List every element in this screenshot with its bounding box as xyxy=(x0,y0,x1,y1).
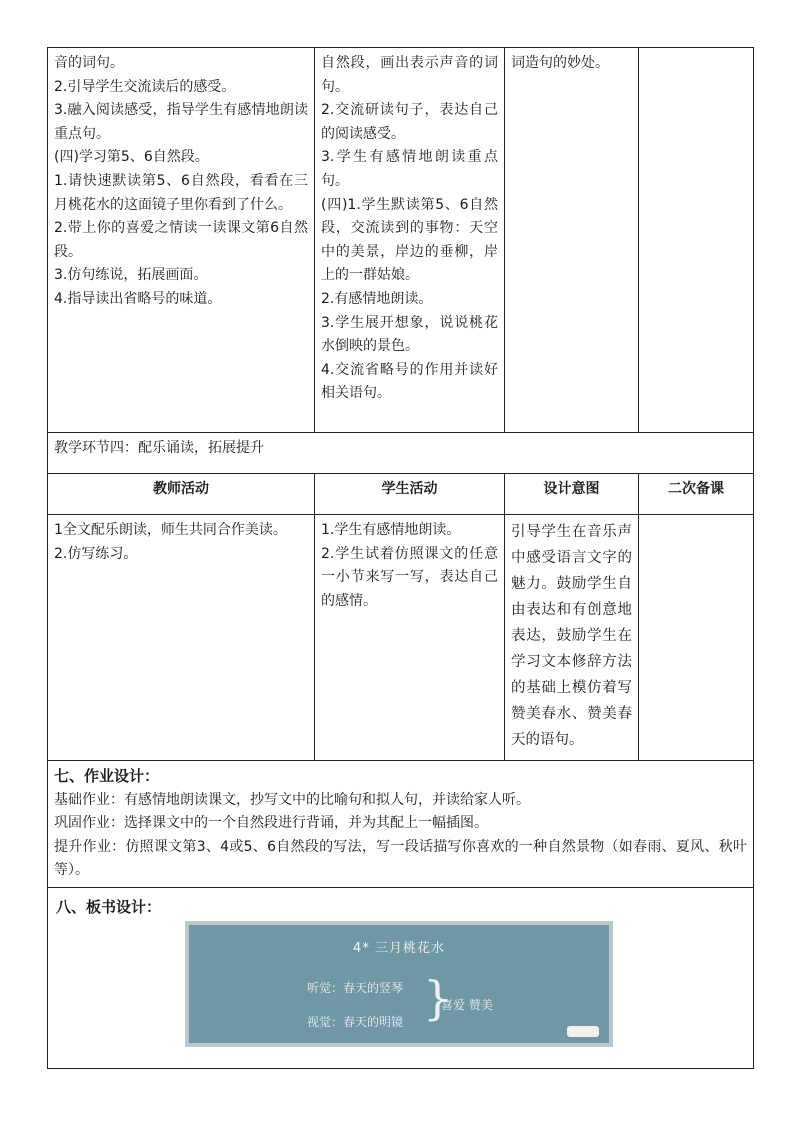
text-line: 音的词句。 xyxy=(54,55,124,71)
header-row xyxy=(48,474,754,515)
homework-cell xyxy=(48,761,754,888)
text-line: 引导学生在音乐声中感受语言文字的魅力。鼓励学生自由表达和有创意地表达，鼓励学生在学习文本修辞方法的基础上模仿着写赞美春水、赞美春天的语句。 xyxy=(511,524,632,748)
student-activity-cell xyxy=(315,515,505,761)
design-intent-cell xyxy=(505,515,639,761)
text-line: 4.交流省略号的作用并读好相关语句。 xyxy=(321,361,498,402)
text-line: 基础作业：有感情地朗读课文，抄写文中的比喻句和拟人句，并读给家人听。 xyxy=(54,791,530,808)
text-line: 3.学生有感情地朗读重点句。 xyxy=(321,149,498,189)
header-intent: 设计意图 xyxy=(505,474,639,515)
text-line: 提升作业：仿照课文第3、4或5、6自然段的写法，写一段话描写你喜欢的一种自然景物（如春雨、夏风、秋叶等）。 xyxy=(54,838,747,879)
text-line: 4.指导读出省略号的味道。 xyxy=(54,290,222,307)
text-line: 词造句的妙处。 xyxy=(511,55,609,71)
text-line: (四)学习第5、6自然段。 xyxy=(54,149,209,166)
section4-label: 教学环节四：配乐诵读，拓展提升 xyxy=(48,433,754,474)
brace-icon: } xyxy=(423,970,453,1025)
text-line: 1.请快速默读第5、6自然段，看看在三月桃花水的这面镜子里你看到了什么。 xyxy=(54,172,308,213)
student-lines xyxy=(321,519,498,613)
text-line: 2.交流研读句子，表达自己的阅读感受。 xyxy=(321,102,498,142)
second-prep-cell xyxy=(639,48,754,433)
text-line: 巩固作业：选择课文中的一个自然段进行背诵，并为其配上一幅插图。 xyxy=(54,815,488,832)
header-student: 学生活动 xyxy=(315,474,505,515)
text-line: 3.学生展开想象，说说桃花水倒映的景色。 xyxy=(321,314,498,355)
continued-activity-row xyxy=(48,48,754,433)
header-prep: 二次备课 xyxy=(639,474,754,515)
eraser-icon xyxy=(567,1026,599,1037)
text-line: 2.有感情地朗读。 xyxy=(321,290,433,307)
text-line: 1全文配乐朗读，师生共同合作美读。 xyxy=(54,522,287,538)
blackboard-image xyxy=(185,921,613,1047)
section4-row xyxy=(48,433,754,474)
lesson-plan-page xyxy=(47,47,753,1051)
board-design-title: 八、板书设计： xyxy=(56,897,162,916)
text-line: 1.学生有感情地朗读。 xyxy=(321,522,461,538)
text-line: 3.仿句练说，拓展画面。 xyxy=(54,267,208,284)
homework-lines xyxy=(54,789,747,883)
text-line: 2.引导学生交流读后的感受。 xyxy=(54,78,236,95)
text-line: 2.带上你的喜爱之情读一读课文第6自然段。 xyxy=(54,220,308,260)
text-line: 自然段，画出表示声音的词句。 xyxy=(321,55,498,95)
intent-lines xyxy=(511,519,632,753)
second-prep-cell xyxy=(639,515,754,761)
text-line: 2.仿写练习。 xyxy=(54,545,138,562)
teacher-activity-cell xyxy=(48,515,315,761)
teacher-activity-cell xyxy=(48,48,315,433)
board-row xyxy=(48,887,754,1068)
student-lines xyxy=(321,52,498,406)
student-activity-cell xyxy=(315,48,505,433)
teacher-lines xyxy=(54,52,308,312)
text-line: 3.融入阅读感受，指导学生有感情地朗读重点句。 xyxy=(54,102,308,142)
text-line: (四)1.学生默读第5、6自然段，交流读到的事物：天空中的美景，岸边的垂柳，岸上的一群姑娘。 xyxy=(321,196,498,284)
section4-activity-row xyxy=(48,515,754,761)
intent-lines xyxy=(511,52,632,76)
homework-row xyxy=(48,761,754,888)
board-line-sight: 视觉：春天的明镜 xyxy=(307,1014,404,1029)
text-line: 2.学生试着仿照课文的任意一小节来写一写，表达自己的感情。 xyxy=(321,545,498,609)
lesson-table xyxy=(47,47,754,1069)
homework-title: 七、作业设计： xyxy=(54,767,160,785)
board-heading: 4* 三月桃花水 xyxy=(353,940,445,956)
board-cell xyxy=(48,887,754,1068)
design-intent-cell xyxy=(505,48,639,433)
header-teacher: 教师活动 xyxy=(48,474,315,515)
teacher-lines xyxy=(54,519,308,566)
board-line-hearing: 听觉：春天的竖琴 xyxy=(307,980,404,995)
board-right-text: 喜爱 赞美 xyxy=(441,997,493,1012)
